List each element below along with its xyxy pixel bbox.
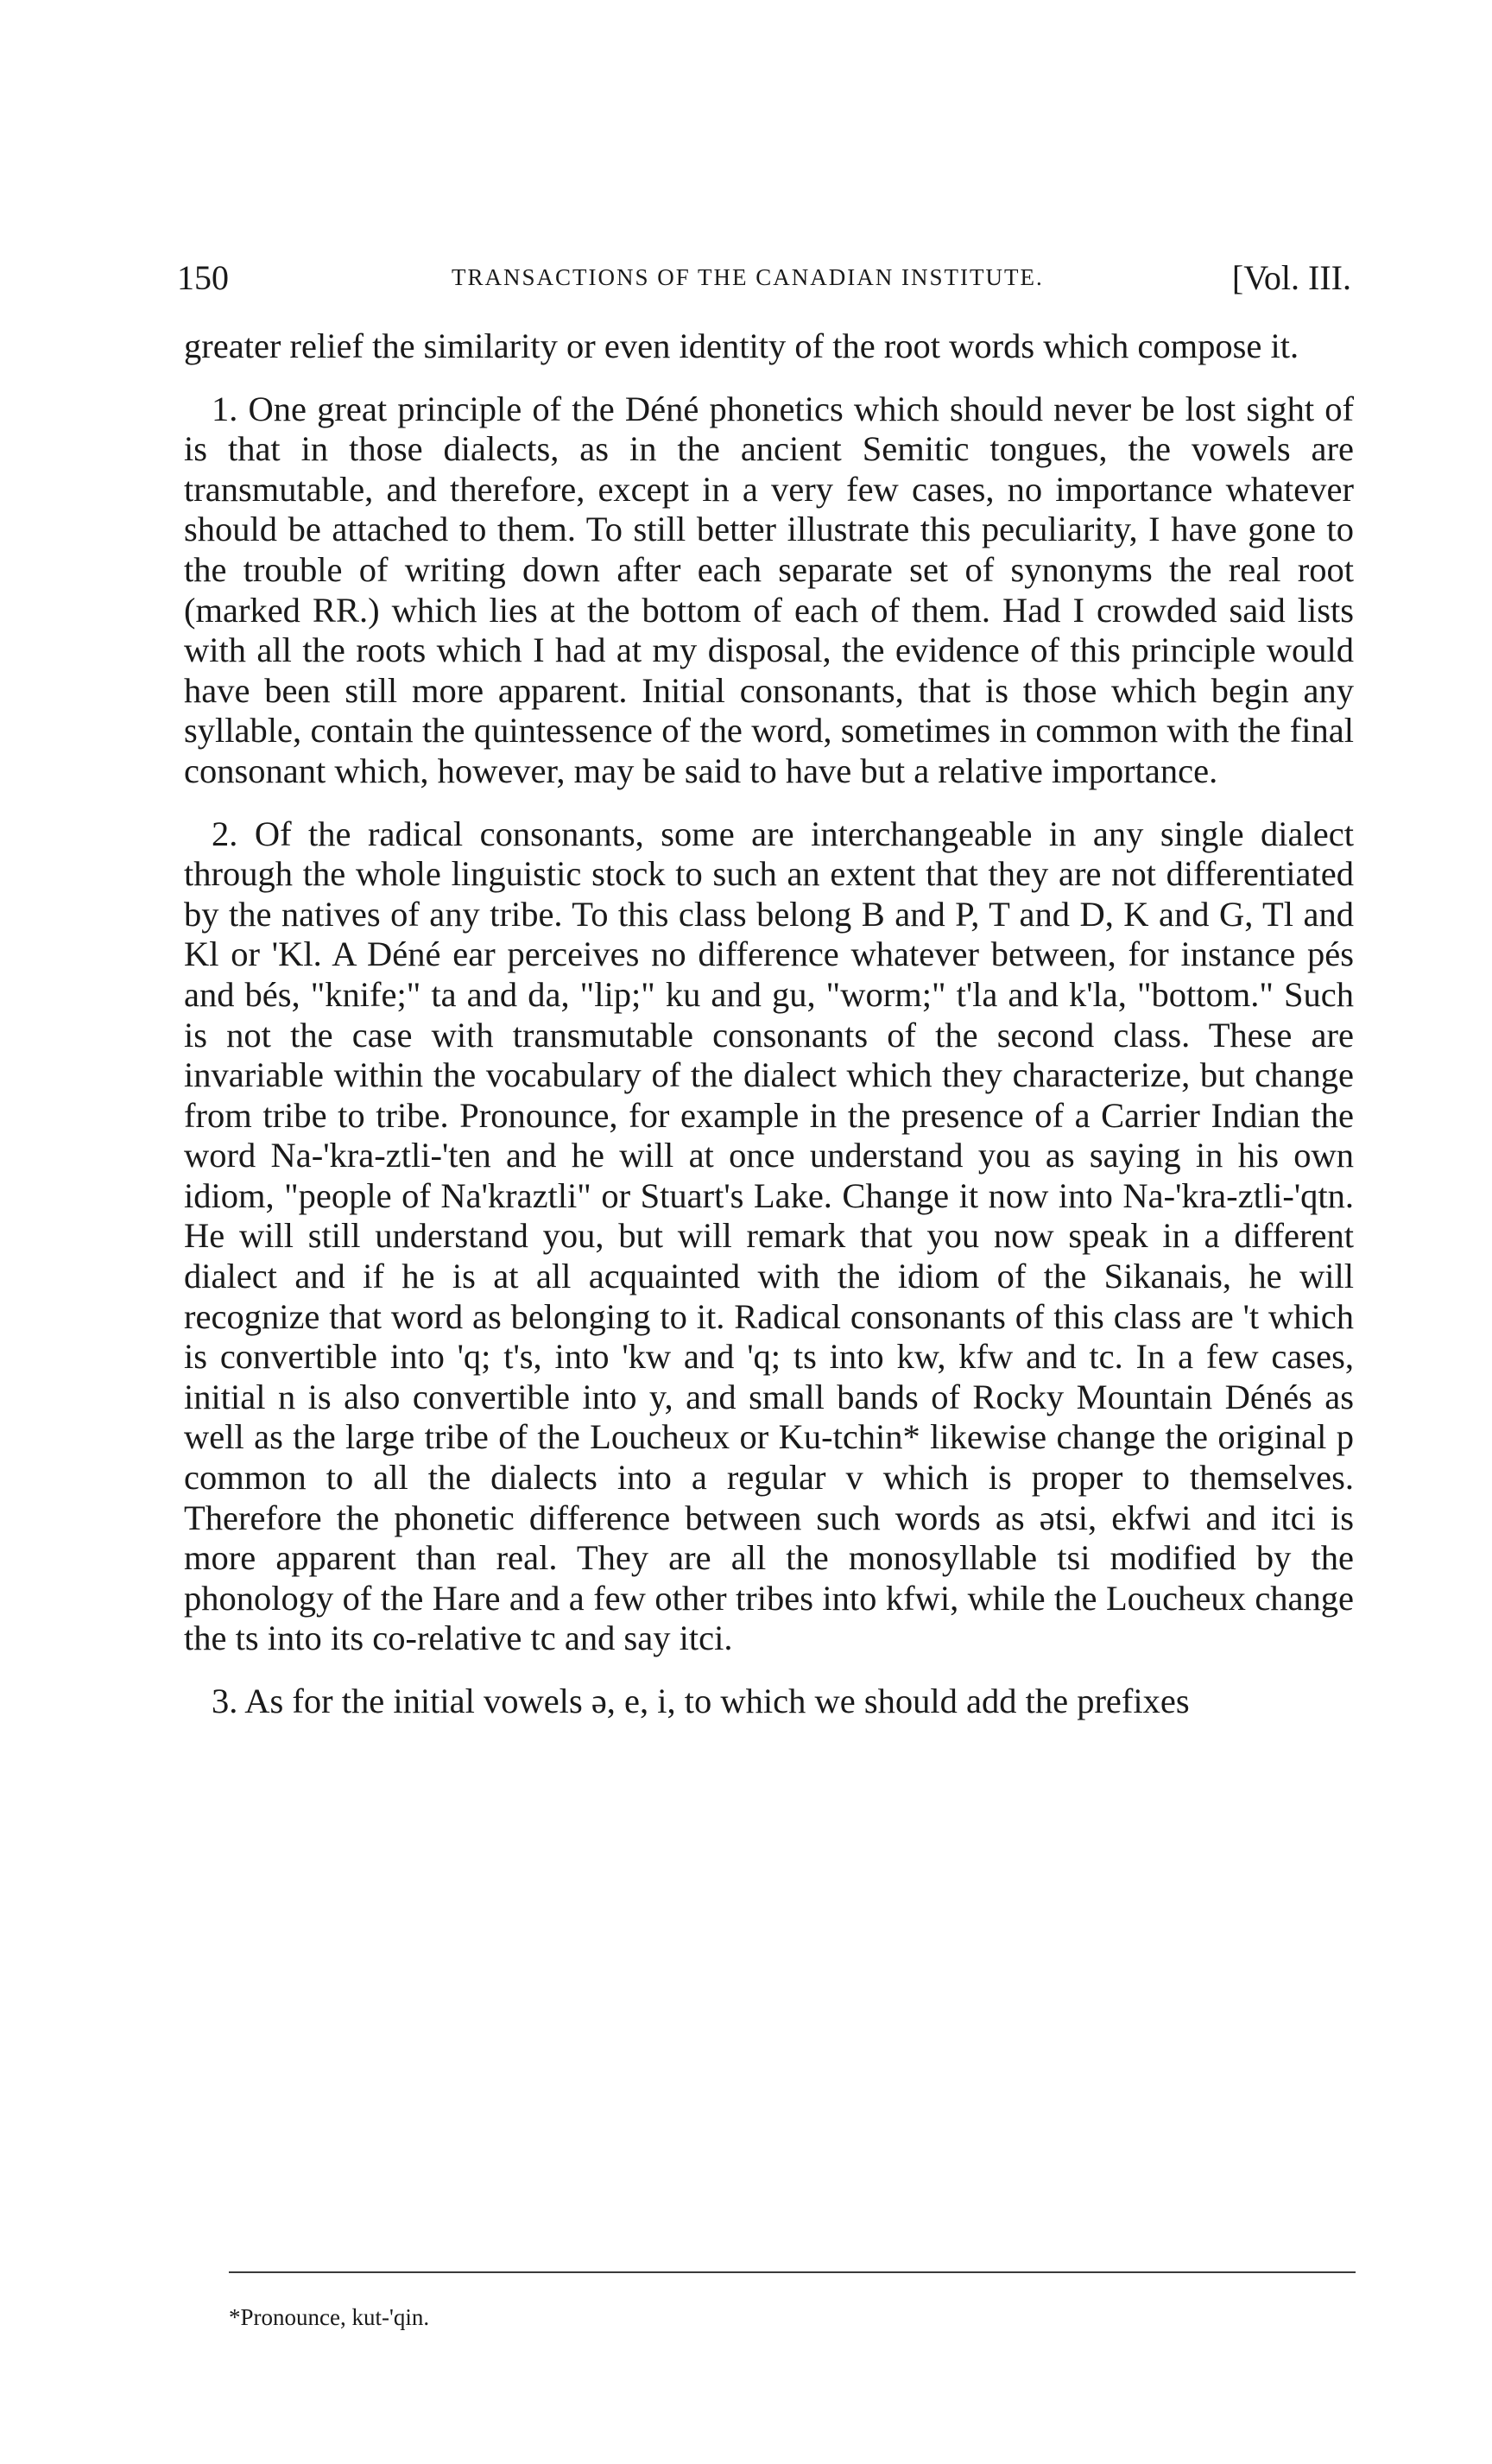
paragraph: 1. One great principle of the Déné phonetics which should never be lost sight of is that in those dialects, as in the ancient Semitic tongues, the vowels are transmutable, and therefore, except in a very few cases, no importance whatever should be attached to them. To still better illustrate this peculiarity, I have gone to the trouble of writing down after each separate set of synonyms the real root (marked RR.) which lies at the bottom of each of them. Had I crowded said lists with all the roots which I had at my disposal, the evidence of this principle would have been still more apparent. Initial consonants, that is those which begin any syllable, contain the quintessence of the word, sometimes in common with the final consonant which, however, may be said to have but a relative importance.	[184, 389, 1354, 790]
paragraph: 2. Of the radical consonants, some are interchangeable in any single dialect through the whole linguistic stock to such an extent that they are not differentiated by the natives of any tribe. To this class belong B and P, T and D, K and G, Tl and Kl or 'Kl. A Déné ear perceives no difference whatever between, for instance pés and bés, "knife;" ta and da, "lip;" ku and gu, "worm;" t'la and k'la, "bottom." Such is not the case with transmutable consonants of the second class. These are invariable within the vocabulary of the dialect which they characterize, but change from tribe to tribe. Pronounce, for example in the presence of a Carrier Indian the word Na-'kra-ztli-'ten and he will at once understand you as saying in his own idiom, "people of Na'kraztli" or Stuart's Lake. Change it now into Na-'kra-ztli-'qtn. He will still understand you, but will remark that you now speak in a different dialect and if he is at all acquainted with the idiom of the Sikanais, he will recognize that word as belonging to it. Radical consonants of this class are 't which is convertible into 'q; t's, into 'kw and 'q; ts into kw, kfw and tc. In a few cases, initial n is also convertible into y, and small bands of Rocky Mountain Dénés as well as the large tribe of the Loucheux or Ku-tchin* likewise change the original p common to all the dialects into a regular v which is proper to themselves. Therefore the phonetic difference between such words as ətsi, ekfwi and itci is more apparent than real. They are all the monosyllable tsi modified by the phonology of the Hare and a few other tribes into kfwi, while the Loucheux change the ts into its co-relative tc and say itci.	[184, 814, 1354, 1658]
footnote-rule	[229, 2271, 1356, 2273]
paragraph: greater relief the similarity or even identity of the root words which compose it.	[184, 326, 1299, 365]
volume-label: [Vol. III.	[1231, 258, 1351, 297]
running-title: TRANSACTIONS OF THE CANADIAN INSTITUTE.	[452, 264, 1044, 290]
page-number: 150	[177, 258, 229, 297]
paragraph: 3. As for the initial vowels ə, e, i, to which we should add the prefixes	[212, 1682, 1190, 1720]
page-body	[184, 326, 1354, 1722]
footnote: *Pronounce, kut-'qin.	[229, 2304, 430, 2330]
running-header	[177, 257, 1351, 309]
